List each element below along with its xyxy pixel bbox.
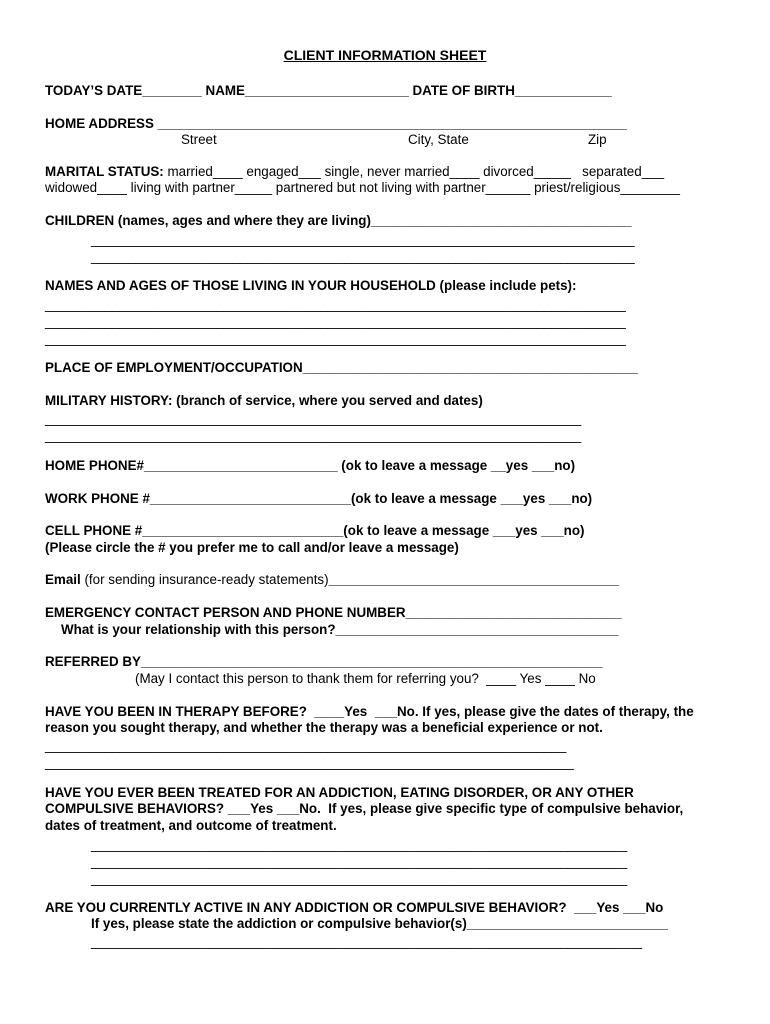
active-addiction-question[interactable]: ARE YOU CURRENTLY ACTIVE IN ANY ADDICTION OR COMPULSIVE BEHAVIOR? ___Yes ___No: [45, 900, 664, 915]
household-answer-line[interactable]: ______________________________________________________________________________: [45, 297, 626, 312]
children-answer-line[interactable]: _________________________________________________________________________: [91, 232, 635, 247]
referred-by-line[interactable]: REFERRED BY______________________________________________________________: [45, 654, 603, 669]
addiction-question: HAVE YOU EVER BEEN TREATED FOR AN ADDICTION, EATING DISORDER, OR ANY OTHER: [45, 785, 634, 800]
email-blank[interactable]: _______________________________________: [328, 572, 620, 587]
addiction-answer-line[interactable]: ________________________________________________________________________: [91, 871, 628, 886]
address-street-label: Street: [181, 132, 217, 147]
military-question: MILITARY HISTORY: (branch of service, where you served and dates): [45, 393, 483, 408]
therapy-answer-line[interactable]: ______________________________________________________________________: [45, 738, 567, 753]
therapy-question-cont: reason you sought therapy, and whether the therapy was a beneficial experience or not.: [45, 720, 603, 735]
therapy-answer-line[interactable]: _______________________________________________________________________: [45, 755, 574, 770]
household-answer-line[interactable]: ______________________________________________________________________________: [45, 314, 626, 329]
home-phone-line[interactable]: HOME PHONE#__________________________ (ok to leave a message __yes ___no): [45, 458, 576, 473]
household-answer-line[interactable]: ______________________________________________________________________________: [45, 331, 626, 346]
household-question: NAMES AND AGES OF THOSE LIVING IN YOUR HOUSEHOLD (please include pets):: [45, 278, 577, 293]
children-question[interactable]: CHILDREN (names, ages and where they are living)___________________________________: [45, 213, 632, 228]
address-zip-label: Zip: [588, 132, 607, 147]
military-answer-line[interactable]: ________________________________________________________________________: [45, 411, 582, 426]
email-line[interactable]: [45, 572, 619, 588]
email-note: (for sending insurance-ready statements): [80, 572, 329, 587]
address-city-label: City, State: [408, 132, 469, 147]
date-name-dob-line[interactable]: TODAY’S DATE________ NAME______________________ DATE OF BIRTH_____________: [45, 83, 612, 98]
cell-phone-line[interactable]: CELL PHONE #___________________________(ok to leave a message ___yes ___no): [45, 523, 585, 538]
children-answer-line[interactable]: _________________________________________________________________________: [91, 249, 635, 264]
marital-status-line-1[interactable]: [45, 164, 664, 180]
referral-contact-question[interactable]: (May I contact this person to thank them for referring you? ____ Yes ____ No: [135, 671, 596, 686]
email-label: Email: [45, 572, 81, 587]
home-address-line[interactable]: HOME ADDRESS _______________________________________________________________: [45, 116, 627, 131]
phone-preference-note: (Please circle the # you prefer me to call and/or leave a message): [45, 540, 459, 555]
addiction-answer-line[interactable]: ________________________________________________________________________: [91, 837, 628, 852]
marital-status-line-2[interactable]: widowed____ living with partner_____ partnered but not living with partner______ priest/religious________: [45, 180, 680, 195]
military-answer-line[interactable]: ________________________________________________________________________: [45, 428, 582, 443]
marital-options-1: married____ engaged___ single, never married____ divorced_____ separated___: [163, 164, 665, 179]
active-addiction-state-line[interactable]: If yes, please state the addiction or compulsive behavior(s)___________________________: [91, 916, 668, 931]
active-addiction-answer-line[interactable]: __________________________________________________________________________: [91, 934, 643, 949]
page-title: CLIENT INFORMATION SHEET: [283, 47, 487, 63]
employment-line[interactable]: PLACE OF EMPLOYMENT/OCCUPATION_____________________________________________: [45, 360, 638, 375]
addiction-answer-line[interactable]: ________________________________________________________________________: [91, 854, 628, 869]
therapy-question[interactable]: HAVE YOU BEEN IN THERAPY BEFORE? ____Yes ___No. If yes, please give the dates of therapy, the: [45, 704, 694, 719]
work-phone-line[interactable]: WORK PHONE #___________________________(ok to leave a message ___yes ___no): [45, 491, 593, 506]
addiction-question-cont[interactable]: COMPULSIVE BEHAVIORS? ___Yes ___No. If yes, please give specific type of compulsive behavior,: [45, 801, 684, 816]
emergency-contact-line[interactable]: EMERGENCY CONTACT PERSON AND PHONE NUMBER_____________________________: [45, 605, 622, 620]
addiction-question-cont: dates of treatment, and outcome of treatment.: [45, 818, 337, 833]
relationship-line[interactable]: What is your relationship with this person?______________________________________: [61, 622, 619, 637]
marital-status-label: MARITAL STATUS:: [45, 164, 164, 179]
